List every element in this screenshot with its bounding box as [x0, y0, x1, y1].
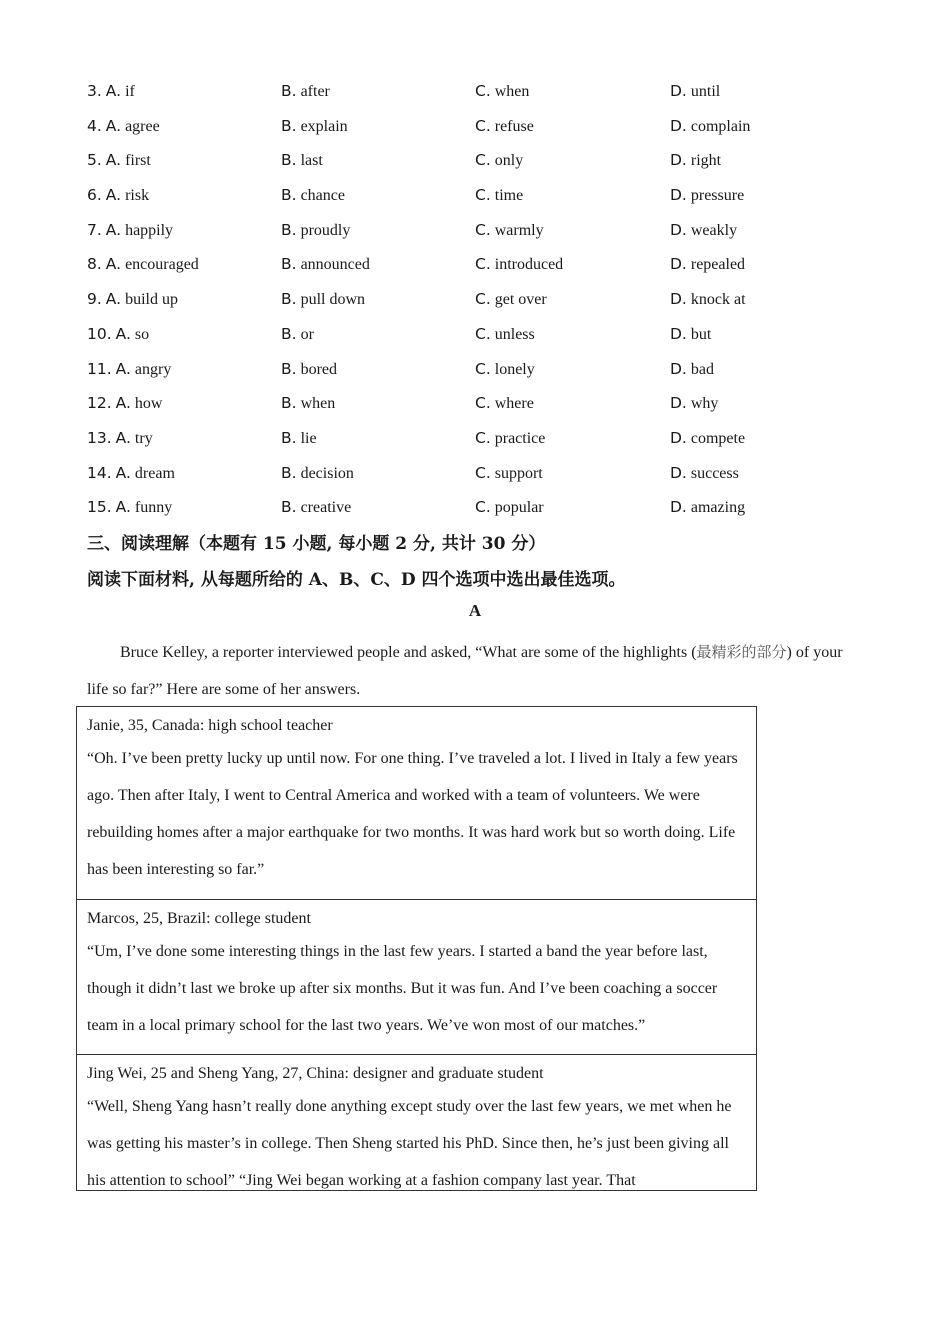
option-text: last	[300, 152, 323, 170]
option-text: lonely	[494, 360, 535, 378]
answer-speaker: Janie, 35, Canada: high school teacher	[87, 717, 333, 734]
option-c	[475, 321, 535, 348]
option-c	[475, 182, 523, 209]
option-letter: 10.	[87, 324, 112, 343]
option-text: pull down	[300, 291, 366, 309]
option-c	[475, 425, 545, 452]
option-row	[87, 286, 887, 321]
option-text: popular	[494, 499, 544, 517]
intro-text-before: Bruce Kelley, a reporter interviewed people and asked, “What are some of the highlights (	[120, 644, 697, 661]
option-c	[475, 494, 544, 521]
option-label: D.	[670, 186, 687, 205]
option-d	[670, 113, 750, 140]
option-text: angry	[134, 360, 172, 378]
option-label: A.	[115, 359, 131, 378]
option-b	[281, 286, 365, 313]
passage-intro	[87, 634, 857, 708]
option-c	[475, 147, 523, 174]
option-text: right	[690, 152, 722, 170]
option-row	[87, 460, 887, 495]
option-text: risk	[125, 187, 150, 205]
option-text: get over	[494, 291, 547, 309]
option-text: knock at	[690, 291, 746, 309]
option-text: when	[494, 83, 530, 100]
option-label: D.	[670, 394, 687, 413]
answer-cell	[77, 899, 756, 1054]
option-row	[87, 113, 887, 148]
option-label: D.	[670, 359, 687, 378]
option-letter: 3.	[87, 82, 102, 100]
option-letter: 8.	[87, 255, 102, 274]
option-label: C.	[475, 394, 491, 413]
option-label: C.	[475, 186, 491, 205]
option-label: B.	[281, 394, 297, 413]
option-a	[87, 182, 149, 209]
option-label: B.	[281, 290, 297, 309]
option-label: B.	[281, 359, 297, 378]
option-c	[475, 390, 534, 417]
option-text: after	[300, 83, 330, 100]
option-a	[87, 460, 175, 487]
option-text: refuse	[494, 117, 534, 135]
option-label: B.	[281, 463, 297, 482]
option-b	[281, 182, 345, 209]
option-label: B.	[281, 324, 297, 343]
option-row	[87, 494, 887, 529]
option-label: D.	[670, 324, 687, 343]
option-label: A.	[105, 290, 122, 309]
option-d	[670, 460, 739, 487]
option-text: or	[300, 325, 314, 343]
option-a	[87, 147, 151, 174]
option-a	[87, 494, 172, 521]
option-label: B.	[281, 186, 297, 205]
option-a	[87, 286, 178, 313]
option-text: explain	[300, 117, 348, 135]
option-text: time	[494, 187, 524, 205]
option-label: C.	[475, 151, 491, 170]
option-text: try	[134, 429, 153, 447]
answer-cell	[77, 707, 756, 899]
option-text: compete	[690, 429, 746, 447]
option-text: proudly	[300, 221, 351, 239]
option-letter: 15.	[87, 498, 112, 517]
option-label: B.	[281, 116, 297, 135]
option-label: B.	[281, 82, 297, 100]
option-label: C.	[475, 359, 491, 378]
option-label: D.	[670, 82, 687, 100]
option-label: D.	[670, 463, 687, 482]
option-a	[87, 356, 171, 383]
option-label: A.	[115, 394, 131, 413]
option-label: C.	[475, 116, 491, 135]
option-a	[87, 425, 153, 452]
option-d	[670, 251, 745, 278]
option-b	[281, 425, 317, 452]
option-label: A.	[105, 151, 122, 170]
option-label: A.	[105, 82, 122, 100]
option-text: how	[134, 395, 163, 413]
option-text: chance	[300, 187, 345, 205]
option-text: only	[494, 152, 524, 170]
option-text: warmly	[494, 221, 544, 239]
option-c	[475, 217, 544, 244]
option-label: B.	[281, 498, 297, 517]
option-label: A.	[105, 116, 122, 135]
option-text: build up	[125, 291, 178, 309]
option-letter: 12.	[87, 394, 112, 413]
option-b	[281, 321, 314, 348]
option-c	[475, 78, 529, 105]
option-a	[87, 78, 135, 105]
option-row	[87, 425, 887, 460]
answer-quote: “Um, I’ve done some interesting things in the last few years. I started a band the year before last, though it didn’t last we broke up after six months. But it was fun. And I’ve been coaching a soccer team in a local primary school for the last two years. We’ve won most of our matches.”	[87, 943, 718, 1034]
option-text: success	[690, 464, 739, 482]
option-letter: 13.	[87, 428, 112, 447]
option-text: introduced	[494, 256, 564, 274]
option-text: if	[125, 83, 135, 100]
option-letter: 14.	[87, 463, 112, 482]
option-text: but	[690, 325, 712, 343]
option-text: encouraged	[125, 256, 199, 274]
option-text: amazing	[690, 499, 746, 517]
option-text: weakly	[690, 221, 738, 239]
option-text: lie	[300, 429, 317, 447]
option-text: repealed	[690, 256, 746, 274]
option-row	[87, 356, 887, 391]
option-label: B.	[281, 255, 297, 274]
option-a	[87, 113, 160, 140]
option-row	[87, 251, 887, 286]
option-d	[670, 182, 744, 209]
option-label: D.	[670, 255, 687, 274]
option-letter: 4.	[87, 116, 102, 135]
option-label: A.	[105, 220, 122, 239]
option-d	[670, 147, 721, 174]
intro-text-after: ) of your life so far?” Here are some of her answers.	[87, 644, 843, 698]
option-a	[87, 390, 162, 417]
answer-speaker: Marcos, 25, Brazil: college student	[87, 910, 311, 927]
option-b	[281, 494, 351, 521]
section-heading: 三、阅读理解（本题有 15 小题, 每小题 2 分, 共计 30 分）	[87, 534, 546, 554]
option-letter: 11.	[87, 359, 112, 378]
option-text: until	[690, 83, 721, 100]
option-letter: 6.	[87, 186, 102, 205]
option-letter: 5.	[87, 151, 102, 170]
option-text: agree	[125, 117, 160, 135]
option-c	[475, 460, 543, 487]
option-label: B.	[281, 428, 297, 447]
option-d	[670, 217, 737, 244]
answer-cell	[77, 1054, 756, 1190]
option-a	[87, 217, 173, 244]
option-label: A.	[105, 255, 122, 274]
option-b	[281, 78, 330, 105]
option-label: B.	[281, 220, 297, 239]
option-row	[87, 390, 887, 425]
passage-title: A	[468, 601, 482, 620]
option-c	[475, 356, 535, 383]
option-label: A.	[115, 324, 131, 343]
option-b	[281, 113, 348, 140]
answer-speaker: Jing Wei, 25 and Sheng Yang, 27, China: designer and graduate student	[87, 1065, 544, 1082]
option-label: C.	[475, 290, 491, 309]
option-label: B.	[281, 151, 297, 170]
option-row	[87, 217, 887, 252]
option-text: first	[125, 152, 151, 170]
answer-quote: “Oh. I’ve been pretty lucky up until now. For one thing. I’ve traveled a lot. I lived in Italy a few years ago. Then after Italy, I went to Central America and worked with a team of volunteers. We were rebuilding homes after a major earthquake for two months. It was hard work but so worth doing. Life has been interesting so far.”	[87, 750, 738, 878]
option-label: C.	[475, 324, 491, 343]
option-label: D.	[670, 428, 687, 447]
option-label: A.	[115, 498, 131, 517]
option-b	[281, 147, 323, 174]
option-text: happily	[125, 221, 174, 239]
option-a	[87, 321, 149, 348]
option-text: practice	[494, 429, 546, 447]
option-text: bored	[300, 360, 337, 378]
option-c	[475, 251, 563, 278]
option-letter: 9.	[87, 290, 102, 309]
option-d	[670, 78, 720, 105]
option-c	[475, 113, 534, 140]
option-text: so	[134, 325, 150, 343]
option-d	[670, 286, 746, 313]
option-text: why	[690, 395, 719, 413]
option-label: D.	[670, 116, 687, 135]
option-letter: 7.	[87, 220, 102, 239]
answers-table	[76, 706, 757, 1191]
option-text: funny	[134, 499, 173, 517]
option-label: D.	[670, 151, 687, 170]
option-text: dream	[134, 464, 175, 482]
option-c	[475, 286, 547, 313]
option-label: C.	[475, 498, 491, 517]
option-a	[87, 251, 199, 278]
option-d	[670, 321, 711, 348]
section-instruction: 阅读下面材料, 从每题所给的 A、B、C、D 四个选项中选出最佳选项。	[87, 570, 626, 590]
option-label: A.	[115, 463, 131, 482]
option-text: where	[494, 395, 534, 413]
answer-quote: “Well, Sheng Yang hasn’t really done anything except study over the last few years, we met when he was getting his master’s in college. Then Sheng started his PhD. Since then, he’s just been giving all his attention to school” “Jing Wei began working at a fashion company last year. That	[87, 1098, 732, 1189]
option-text: decision	[300, 464, 354, 482]
option-text: when	[300, 395, 336, 413]
option-row	[87, 182, 887, 217]
options-list	[87, 78, 887, 529]
option-row	[87, 321, 887, 356]
option-text: pressure	[690, 187, 745, 205]
option-text: unless	[494, 325, 535, 343]
option-label: C.	[475, 82, 491, 100]
option-b	[281, 251, 370, 278]
option-d	[670, 356, 714, 383]
option-b	[281, 356, 337, 383]
option-text: creative	[300, 499, 352, 517]
option-label: C.	[475, 463, 491, 482]
option-d	[670, 425, 745, 452]
intro-chinese-gloss: 最精彩的部分	[696, 643, 787, 661]
option-row	[87, 78, 887, 113]
option-label: A.	[115, 428, 131, 447]
option-label: D.	[670, 498, 687, 517]
option-b	[281, 390, 335, 417]
option-text: complain	[690, 117, 751, 135]
option-row	[87, 147, 887, 182]
option-text: announced	[300, 256, 370, 274]
option-d	[670, 494, 745, 521]
option-label: D.	[670, 220, 687, 239]
option-b	[281, 460, 354, 487]
option-label: D.	[670, 290, 687, 309]
option-d	[670, 390, 718, 417]
option-label: C.	[475, 428, 491, 447]
option-label: C.	[475, 255, 491, 274]
option-label: A.	[105, 186, 122, 205]
option-b	[281, 217, 350, 244]
option-text: support	[494, 464, 543, 482]
option-text: bad	[690, 360, 714, 378]
option-label: C.	[475, 220, 491, 239]
